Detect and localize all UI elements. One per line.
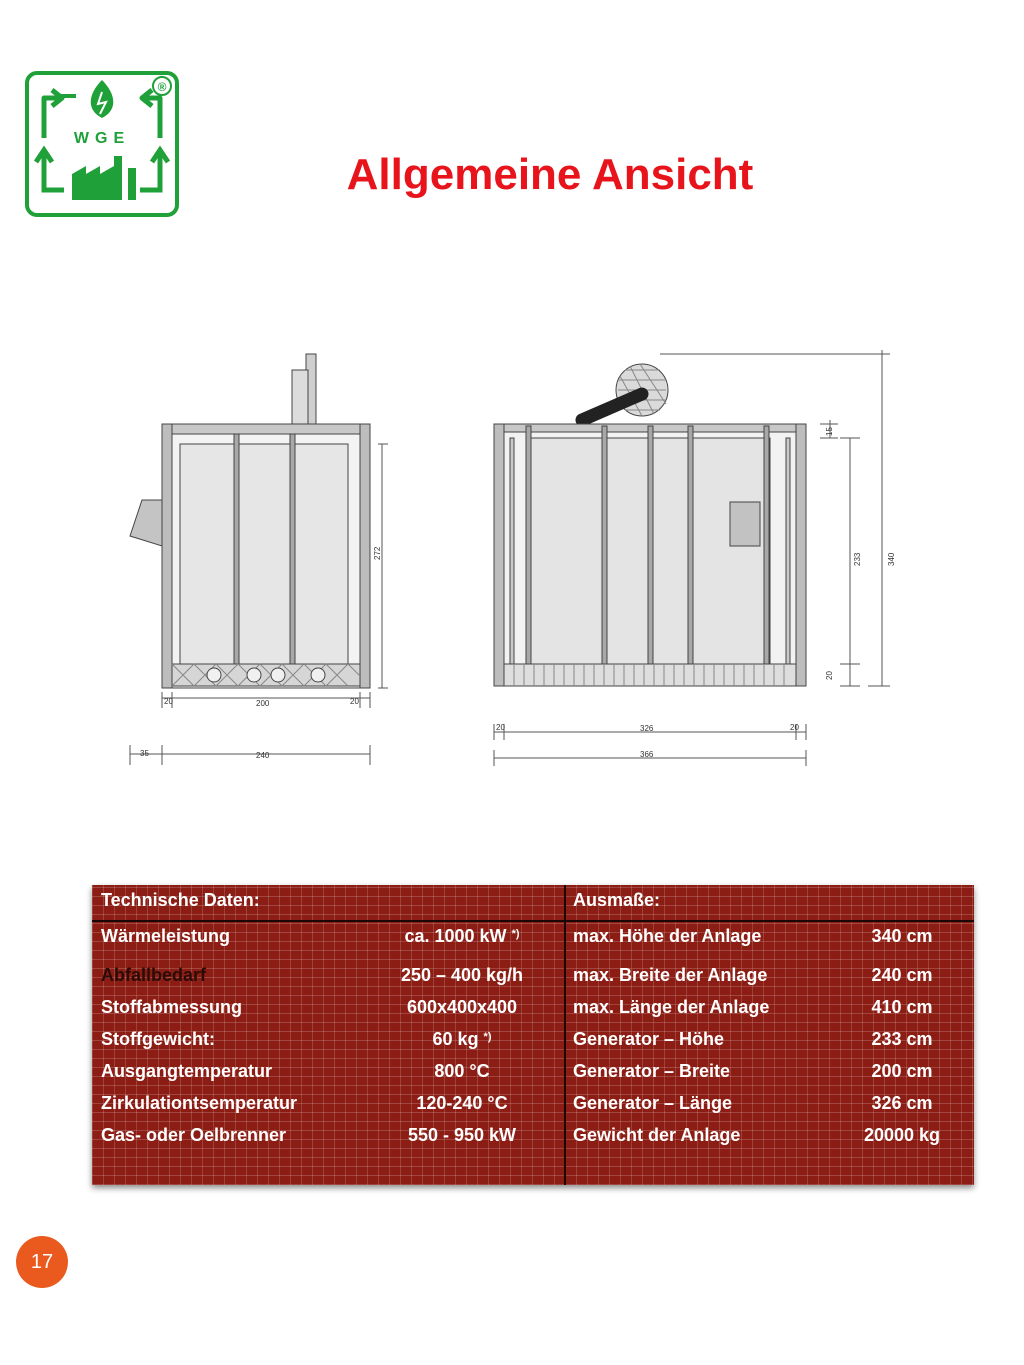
column-divider <box>564 885 566 1185</box>
spec-label: Zirkulationtsemperatur <box>101 1093 298 1113</box>
dim-label: 272 <box>373 546 382 560</box>
dim-label: 326 <box>640 724 654 733</box>
spec-label: Stoffgewicht: <box>101 1029 215 1049</box>
page-title: Allgemeine Ansicht <box>346 150 754 199</box>
dim-label: 366 <box>640 750 654 759</box>
dimension-label: Generator – Breite <box>573 1061 731 1081</box>
spec-label: Wärmeleistung <box>101 926 231 946</box>
dimension-value: 326 cm <box>871 1093 933 1113</box>
spec-label: Abfallbedarf <box>101 965 207 985</box>
technical-data-header: Technische Daten: <box>101 890 260 910</box>
dimension-label: Gewicht der Anlage <box>573 1125 741 1145</box>
dim-label: 20 <box>164 697 173 706</box>
dimension-label: Generator – Länge <box>573 1093 733 1113</box>
dimension-value: 233 cm <box>871 1029 933 1049</box>
dim-label: 20 <box>496 723 505 732</box>
dim-label: 35 <box>140 749 149 758</box>
spec-value: 120-240 °C <box>416 1093 508 1113</box>
dim-label: 20 <box>790 723 799 732</box>
dimension-value: 200 cm <box>871 1061 933 1081</box>
recycling-factory-logo-icon <box>24 70 182 220</box>
spec-label: Stoffabmessung <box>101 997 243 1017</box>
dim-label: 240 <box>256 751 270 760</box>
spec-value: 550 - 950 kW <box>407 1125 517 1145</box>
registered-mark: ® <box>157 80 167 94</box>
header-divider <box>92 920 974 922</box>
spec-label: Gas- oder Oelbrenner <box>101 1125 287 1145</box>
spec-label: Ausgangtemperatur <box>101 1061 273 1081</box>
spec-value: ca. 1000 kW *) <box>404 926 520 946</box>
spec-value: 800 °C <box>434 1061 490 1081</box>
dimension-value: 20000 kg <box>863 1125 941 1145</box>
spec-value: 250 – 400 kg/h <box>400 965 524 985</box>
side-view <box>494 350 890 766</box>
dimension-label: Generator – Höhe <box>573 1029 725 1049</box>
spec-value: 600x400x400 <box>406 997 518 1017</box>
dim-label: 15 <box>825 427 834 436</box>
dimension-label: max. Länge der Anlage <box>573 997 770 1017</box>
spec-value: 60 kg *) <box>432 1029 492 1049</box>
dim-label: 20 <box>825 671 834 680</box>
technical-drawing <box>120 340 910 810</box>
specifications-table <box>92 885 974 1185</box>
dim-label: 200 <box>256 699 270 708</box>
wge-logo <box>24 70 182 220</box>
dimension-label: max. Höhe der Anlage <box>573 926 762 946</box>
dimensions-header: Ausmaße: <box>573 890 661 910</box>
logo-text: WGE <box>73 130 131 147</box>
dim-label: 20 <box>350 697 359 706</box>
page-number: 17 <box>16 1236 68 1288</box>
dimension-value: 410 cm <box>871 997 933 1017</box>
dim-label: 340 <box>887 552 896 566</box>
dimension-label: max. Breite der Anlage <box>573 965 768 985</box>
dimension-value: 340 cm <box>871 926 933 946</box>
dim-label: 233 <box>853 552 862 566</box>
dimension-value: 240 cm <box>871 965 933 985</box>
